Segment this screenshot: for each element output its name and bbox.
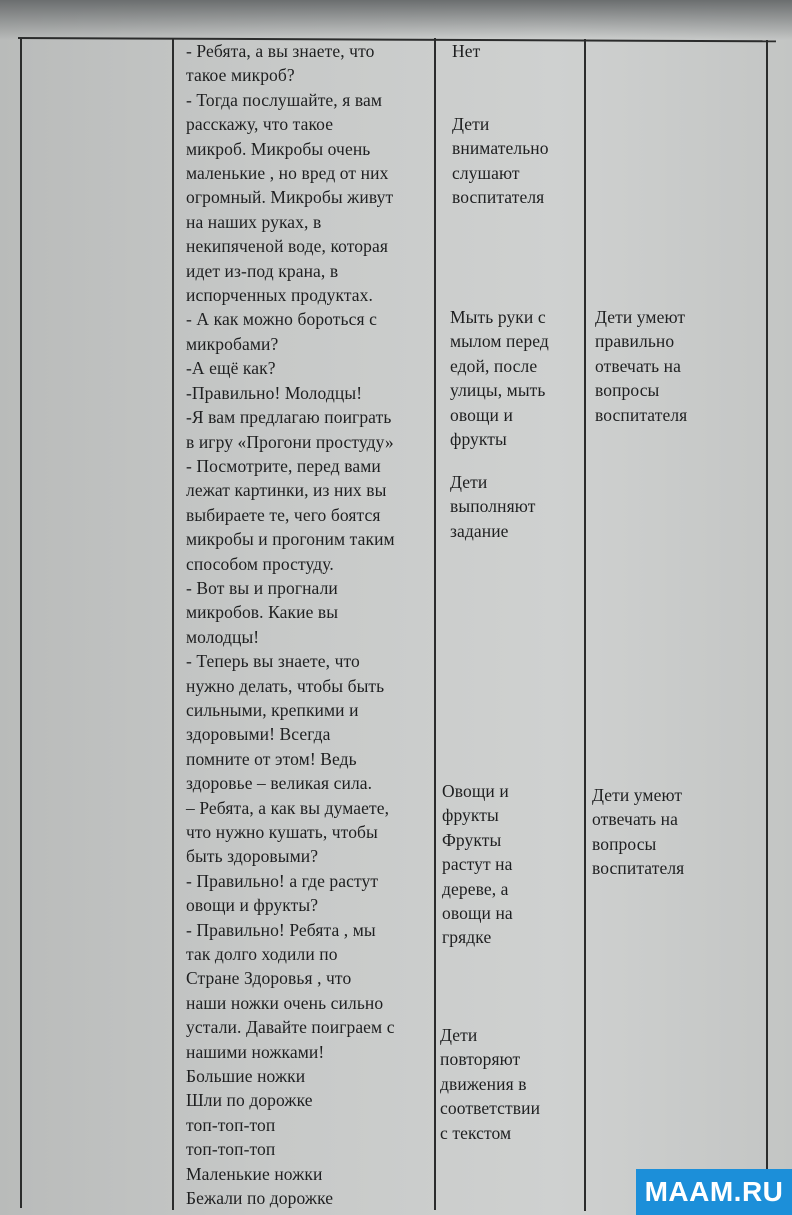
text-line: слушают	[452, 162, 520, 183]
text-line: -А ещё как?	[186, 358, 276, 379]
text-line: мылом перед	[450, 331, 549, 352]
text-line: Дети умеют	[592, 785, 683, 805]
text-line: Дети	[450, 472, 488, 492]
text-line: наши ножки очень сильно	[186, 992, 384, 1013]
text-line: топ-топ-топ	[186, 1114, 276, 1135]
text-line: Большие ножки	[186, 1066, 306, 1087]
children-answer-block-1	[452, 39, 480, 63]
text-line: микробов. Какие вы	[186, 602, 339, 623]
text-line: фрукты	[442, 805, 499, 826]
text-line: вопросы	[595, 380, 660, 401]
text-line: лежат картинки, из них вы	[186, 480, 387, 501]
text-line: овощи и фрукты?	[186, 895, 319, 916]
text-line: маленькие , но вред от них	[186, 163, 389, 184]
text-line: Дети	[452, 114, 490, 134]
text-line: помните от этом! Ведь	[186, 748, 357, 769]
text-line: огромный. Микробы живут	[186, 187, 394, 208]
text-line: Нет	[452, 41, 481, 61]
text-line: испорченных продуктах.	[186, 285, 373, 306]
text-line: в игру «Прогони простуду»	[186, 431, 394, 452]
text-line: Дети умеют	[595, 307, 686, 327]
table-right-border	[766, 40, 768, 1170]
text-line: задание	[450, 520, 509, 541]
text-line: такое микроб?	[186, 65, 295, 86]
text-line: Фрукты	[442, 829, 502, 850]
text-line: - А как можно бороться с	[186, 309, 377, 330]
children-answer-block-2	[452, 112, 549, 210]
column-divider-2	[434, 38, 436, 1210]
text-line: повторяют	[440, 1049, 521, 1070]
text-line: идет из-под крана, в	[186, 260, 339, 281]
text-line: правильно	[595, 331, 675, 352]
text-line: Маленькие ножки	[186, 1163, 323, 1184]
text-line: Стране Здоровья , что	[186, 968, 352, 989]
text-line: - Вот вы и прогнали	[186, 577, 338, 598]
text-line: -Я вам предлагаю поиграть	[186, 407, 392, 428]
text-line: здоровье – великая сила.	[186, 773, 373, 794]
text-line: - Правильно! Ребята , мы	[186, 919, 376, 940]
children-answer-block-6	[440, 1023, 540, 1145]
text-line: микроб. Микробы очень	[186, 138, 371, 159]
text-line: - Посмотрите, перед вами	[186, 455, 381, 476]
text-line: здоровыми! Всегда	[186, 724, 331, 745]
text-line: топ-топ-топ	[186, 1139, 276, 1160]
text-line: так долго ходили по	[186, 944, 338, 965]
children-answer-block-3	[450, 305, 549, 451]
text-line: вопросы	[592, 833, 657, 854]
text-line: овощи и	[450, 404, 513, 425]
text-line: способом простуду.	[186, 553, 334, 574]
text-line: устали. Давайте поиграем с	[186, 1017, 395, 1038]
text-line: овощи на	[442, 903, 513, 924]
text-line: растут на	[442, 854, 513, 875]
text-line: что нужно кушать, чтобы	[186, 822, 378, 842]
table-left-border	[20, 38, 22, 1208]
text-line: - Ребята, а вы знаете, что	[186, 41, 375, 61]
text-line: едой, после	[450, 355, 538, 376]
text-line: выбираете те, чего боятся	[186, 504, 381, 525]
text-line: отвечать на	[595, 355, 682, 376]
column-divider-3	[584, 39, 586, 1211]
text-line: выполняют	[450, 496, 536, 517]
outcome-block-2	[592, 783, 684, 881]
text-line: – Ребята, а как вы думаете,	[186, 797, 390, 818]
top-shadow	[0, 0, 792, 40]
text-line: - Правильно! а где растут	[186, 870, 379, 891]
text-line: Дети	[440, 1025, 478, 1045]
text-line: воспитателя	[452, 187, 545, 208]
text-line: воспитателя	[595, 404, 688, 425]
text-line: микробы и прогоним таким	[186, 529, 395, 550]
text-line: Бежали по дорожке	[186, 1188, 334, 1209]
text-line: улицы, мыть	[450, 380, 546, 401]
text-line: дереве, а	[442, 878, 509, 899]
text-line: некипяченой воде, которая	[186, 236, 389, 257]
outcome-block-1	[595, 305, 687, 427]
text-line: соответствии	[440, 1098, 541, 1119]
text-line: воспитателя	[592, 858, 685, 879]
teacher-dialogue-cell	[186, 39, 395, 1211]
text-line: грядке	[442, 927, 492, 948]
text-line: внимательно	[452, 138, 549, 159]
text-line: фрукты	[450, 429, 507, 450]
text-line: быть здоровыми?	[186, 846, 319, 867]
text-line: с текстом	[440, 1122, 512, 1143]
text-line: молодцы!	[186, 626, 260, 647]
children-answer-block-5	[442, 779, 513, 950]
column-divider-1	[172, 38, 174, 1210]
text-line: на наших руках, в	[186, 211, 322, 232]
text-line: Шли по дорожке	[186, 1090, 313, 1111]
text-line: отвечать на	[592, 809, 679, 830]
text-line: сильными, крепкими и	[186, 699, 359, 720]
text-line: -Правильно! Молодцы!	[186, 382, 363, 403]
text-line: расскажу, что такое	[186, 114, 334, 135]
text-line: - Теперь вы знаете, что	[186, 651, 360, 672]
children-answer-block-4	[450, 470, 535, 543]
text-line: нужно делать, чтобы быть	[186, 675, 385, 696]
text-line: Овощи и	[442, 781, 509, 801]
text-line: микробами?	[186, 333, 279, 354]
text-line: Мыть руки с	[450, 307, 546, 327]
text-line: движения в	[440, 1073, 527, 1094]
text-line: нашими ножками!	[186, 1041, 325, 1062]
text-line: - Тогда послушайте, я вам	[186, 89, 383, 110]
maam-watermark-logo: MAAM.RU	[636, 1169, 792, 1215]
